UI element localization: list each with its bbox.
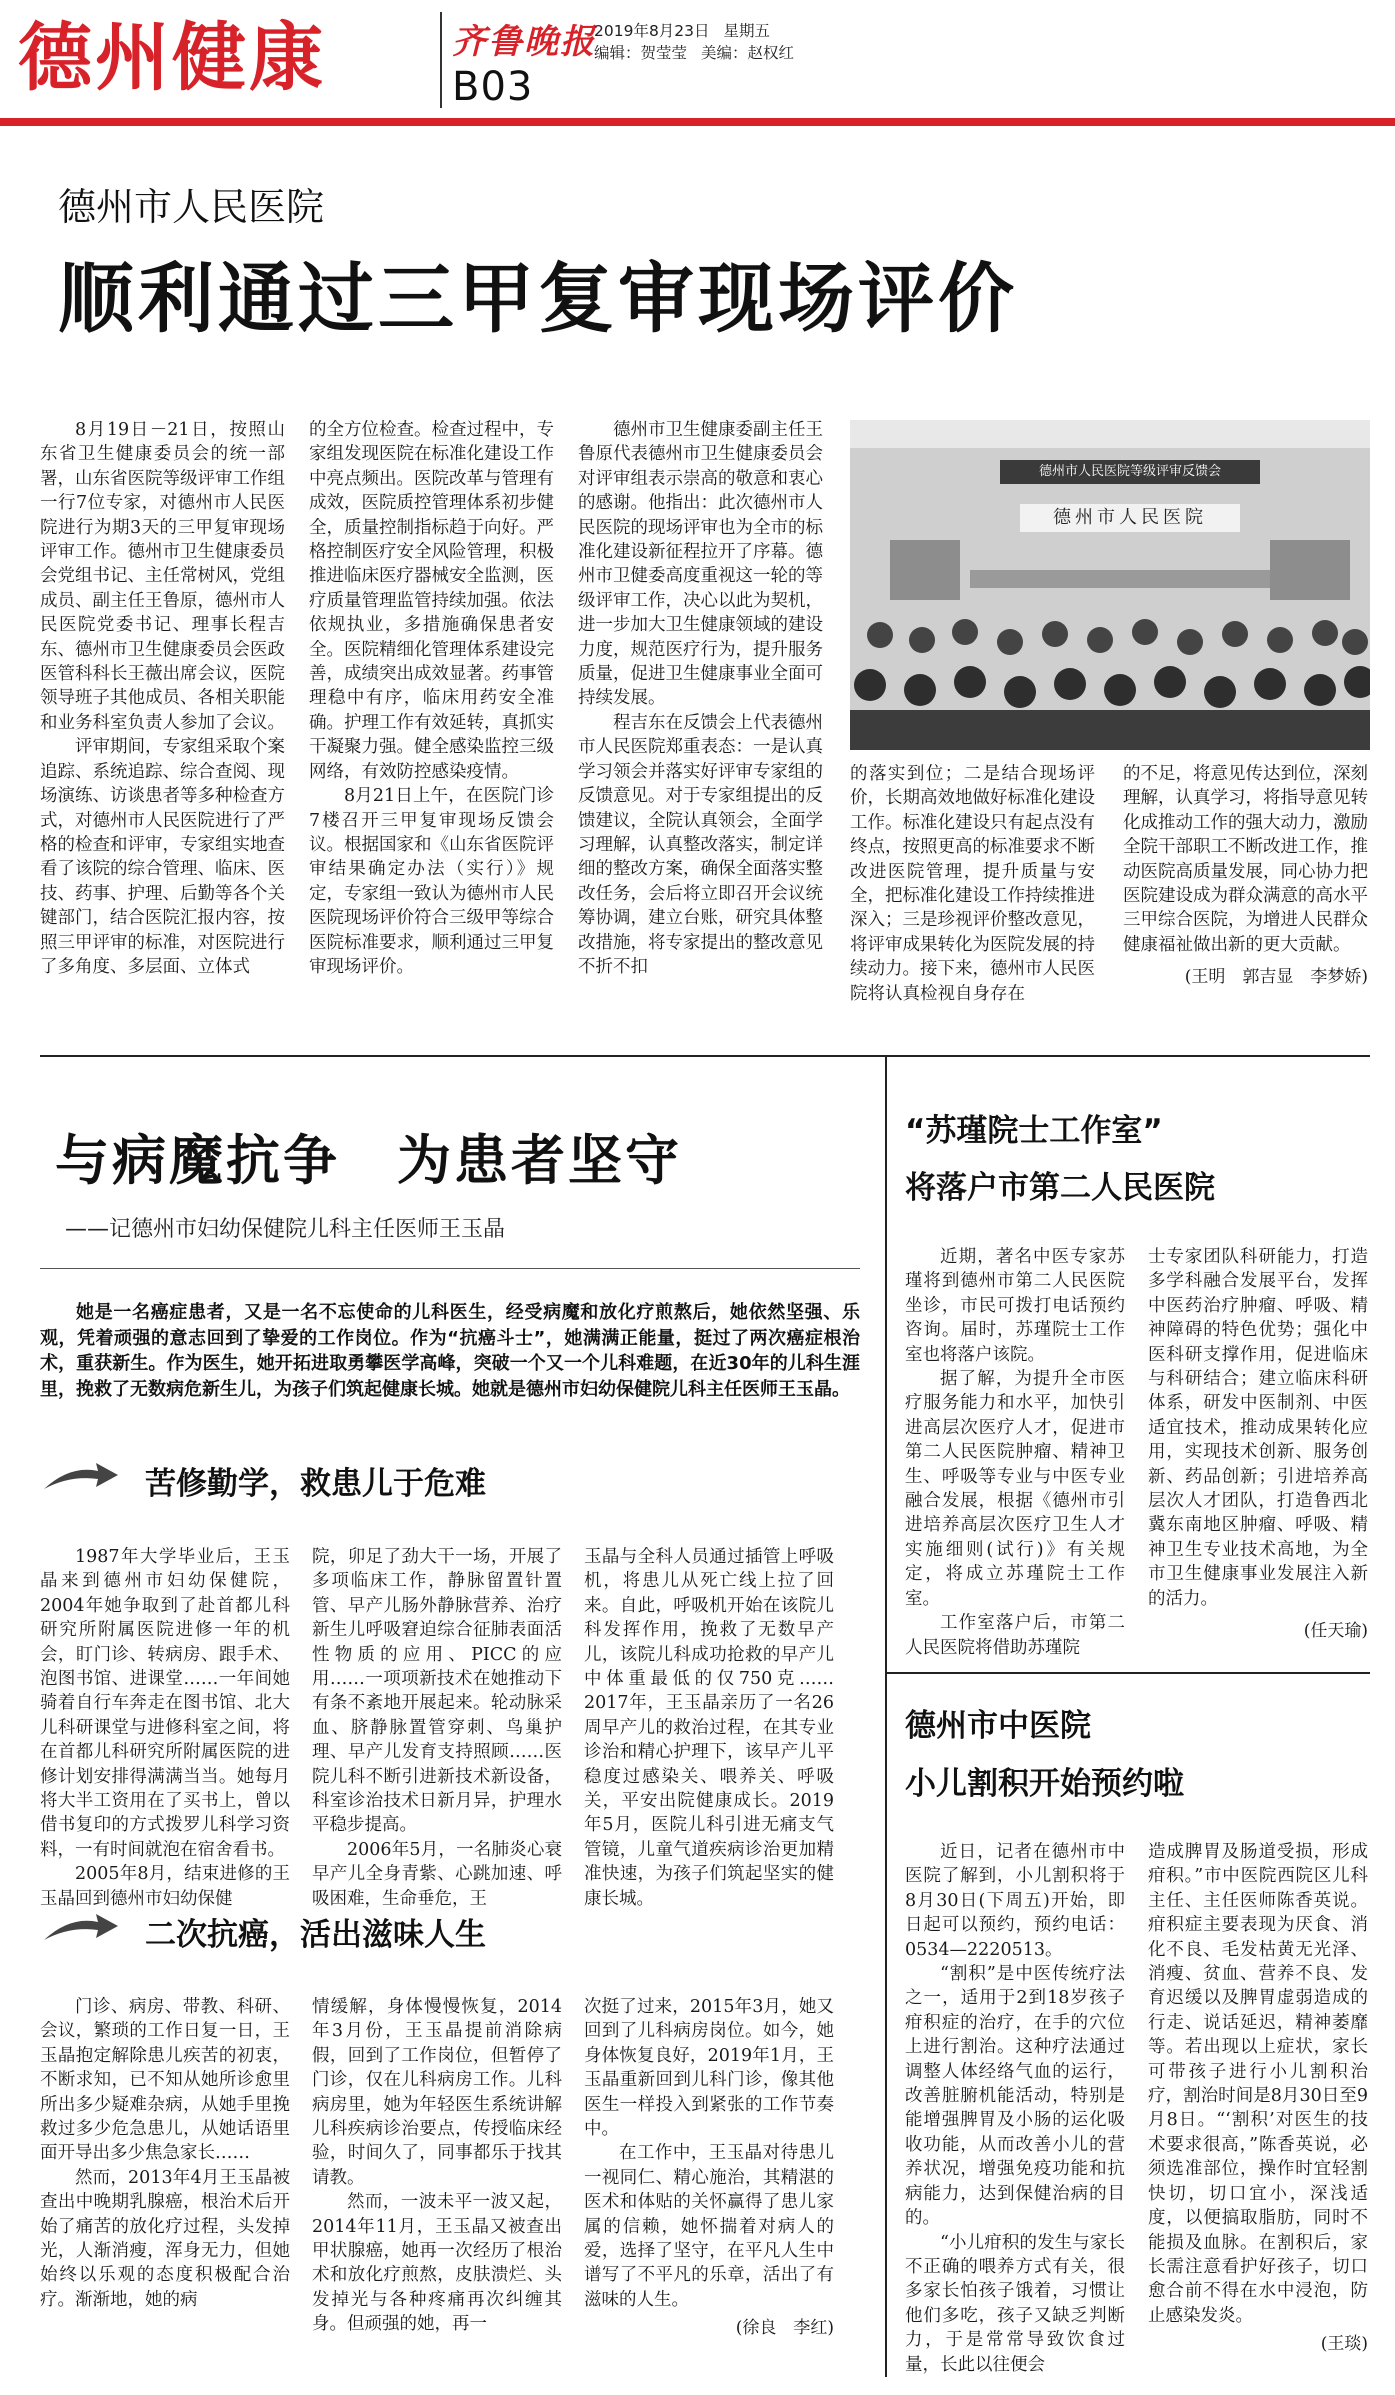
article3-title-line2: 将落户市第二人民医院 <box>905 1170 1215 1206</box>
article2-s1-column-2 <box>312 1545 562 1911</box>
paragraph: 8月21日上午，在医院门诊7楼召开三甲复审现场反馈会议。根据国家和《山东省医院评审结果确定办法（实行）》规定，专家组一致认为德州市人民医院现场评价符合三级甲等综合医院标准要求，顺利通过三甲复审现场评价。 <box>309 786 554 977</box>
paragraph: 8月19日－21日，按照山东省卫生健康委员会的统一部署，山东省医院等级评审工作组一行7位专家，对德州市人民医院进行为期3天的三甲复审现场评审工作。德州市卫生健康委员会党组书记、主任常树风，党组成员、副主任王鲁原，德州市人民医院党委书记、理事长程吉东、德州市卫生健康委员会医政医管科科长王薇出席会议，医院领导班子其他成员、各相关职能和业务科室负责人参加了会议。 <box>40 420 285 733</box>
paragraph: 然而，2013年4月王玉晶被查出中晚期乳腺癌，根治术后开始了痛苦的放化疗过程，头发掉光，人渐消瘦，浑身无力，但她始终以乐观的态度积极配合治疗。渐渐地，她的病 <box>40 2167 290 2310</box>
meeting-photo <box>850 420 1370 750</box>
article4-title-line1: 德州市中医院 <box>905 1708 1091 1744</box>
paragraph: “小儿疳积的发生与家长不正确的喂养方式有关，很多家长怕孩子饿着，习惯让他们多吃，孩子又缺乏判断力，于是常常导致饮食过量，长此以往便会 <box>905 2232 1125 2375</box>
article2-lead <box>40 1300 860 1402</box>
arrow-icon <box>40 1910 120 1950</box>
paragraph: 的不足，将意见传达到位，深刻理解，认真学习，将指导意见转化成推动工作的强大动力，激励全院干部职工不断改进工作，推动医院高质量发展，同心协力把医院建设成为群众满意的高水平三甲综合医院，为增进人民群众健康福祉做出新的更大贡献。 <box>1123 764 1368 955</box>
photo-wall-text: 德州市人民医院 <box>1053 507 1207 528</box>
paragraph: 评审期间，专家组采取个案追踪、系统追踪、综合查阅、现场演练、访谈患者等多种检查方式，对德州市人民医院进行了严格的检查和评审，专家组实地查看了该院的综合管理、临床、医技、药事、护理、后勤等各个关键部门，结合医院汇报内容，按照三甲评审的标准，对医院进行了多角度、多层面、立体式 <box>40 737 285 977</box>
article2-section1-title: 苦修勤学，救患儿于危难 <box>145 1466 486 1502</box>
editor-credit: 编辑：贺莹莹 <box>594 44 688 62</box>
paragraph: 德州市卫生健康委副主任王鲁原代表德州市卫生健康委员会对评审组表示崇高的敬意和衷心的感谢。他指出：此次德州市人民医院的现场评审也为全市的标准化建设新征程拉开了序幕。德州市卫健委高度重视这一轮的等级评审工作，决心以此为契机，进一步加大卫生健康领域的建设力度，规范医疗行为，提升服务质量，促进卫生健康事业全面可持续发展。 <box>578 420 823 709</box>
paragraph: 然而，一波未平一波又起，2014年11月，王玉晶又被查出甲状腺癌，她再一次经历了根治术和放化疗煎熬，皮肤溃烂、头发掉光与各种疼痛再次纠缠其身。但顽强的她，再一 <box>312 2192 562 2335</box>
article1-byline: (王明 郭吉显 李梦娇) <box>1184 967 1368 988</box>
paragraph: 2006年5月，一名肺炎心衰早产儿全身青紫、心跳加速、呼吸困难，生命垂危，王 <box>312 1839 562 1909</box>
paragraph: 2005年8月，结束进修的王玉晶回到德州市妇幼保健 <box>40 1864 290 1909</box>
paragraph: 近期，著名中医专家苏瑾将到德州市第二人民医院坐诊，市民可拨打电话预约咨询。届时，苏瑾院士工作室也将落户该院。 <box>905 1247 1125 1365</box>
designer-credit: 美编：赵权红 <box>701 44 795 62</box>
article1-column-5 <box>1123 762 1368 990</box>
paragraph: 的全方位检查。检查过程中，专家组发现医院在标准化建设工作中亮点频出。医院改革与管理有成效，医院质控管理体系初步健全，质量控制指标趋于向好。严格控制医疗安全风险管理，积极推进临床医疗器械安全监测，医疗质量管理监管持续加强。依法依规执业，多措施确保患者安全。医院精细化管理体系建设完善，成绩突出成效显著。药事管理稳中有序，临床用药安全准确。护理工作有效延转，真抓实干凝聚力强。健全感染监控三级网络，有效防控感染疫情。 <box>309 420 554 782</box>
paragraph: 门诊、病房、带教、科研、会议，繁琐的工作日复一日，王玉晶抱定解除患儿疾苦的初衷，不断求知，已不知从她所诊愈里所出多少疑难杂病，从她手里挽救过多少危急患儿，从她话语里面开导出多少焦急家长…… <box>40 1997 290 2164</box>
article4-title-line2: 小儿割积开始预约啦 <box>905 1766 1184 1802</box>
paragraph: 士专家团队科研能力，打造多学科融合发展平台，发挥中医药治疗肿瘤、呼吸、精神障碍的特色优势；强化中医科研支撑作用，促进临床与科研结合；建立临床科研体系，研发中医制剂、中医适宜技术，推动成果转化应用，实现技术创新、服务创新、药品创新；引进培养高层次人才团队，打造鲁西北冀东南地区肿瘤、呼吸、精神卫生专业技术高地，为全市卫生健康事业发展注入新的活力。 <box>1148 1247 1368 1609</box>
photo-banner-text: 德州市人民医院等级评审反馈会 <box>1038 464 1221 479</box>
article1-column-3 <box>578 418 823 979</box>
article3-column-1 <box>905 1245 1125 1660</box>
article3-title-line1: “苏瑾院士工作室” <box>905 1113 1163 1149</box>
lead-paragraph: 她是一名癌症患者，又是一名不忘使命的儿科医生，经受病魔和放化疗煎熬后，她依然坚强、乐观，凭着顽强的意志回到了挚爱的工作岗位。作为“抗癌斗士”，她满满正能量，挺过了两次癌症根治术，重获新生。作为医生，她开拓进取勇攀医学高峰，突破一个又一个儿科难题，在近30年的儿科生涯里，挽救了无数病危新生儿，为孩子们筑起健康长城。她就是德州市妇幼保健院儿科主任医师王玉晶。 <box>40 1302 860 1400</box>
issue-weekday: 星期五 <box>723 22 771 40</box>
paragraph: 玉晶与全科人员通过插管上呼吸机，将患儿从死亡线上拉了回来。自此，呼吸机开始在该院儿科发挥作用，挽救了无数早产儿，该院儿科成功抢救的早产儿中体重最低的仅750克……2017年，王玉晶亲历了一名26周早产儿的救治过程，在其专业诊治和精心护理下，该早产儿平稳度过感染关、喂养关、呼吸关，平安出院健康成长。2019年5月，医院儿科引进无痛支气管镜，儿童气道疾病诊治更加精准快速，为孩子们筑起坚实的健康长城。 <box>584 1547 834 1909</box>
article1-column-1 <box>40 418 285 979</box>
article1-column-2 <box>309 418 554 979</box>
article2-s1-column-3 <box>584 1545 834 1911</box>
paragraph: 造成脾胃及肠道受损，形成疳积。”市中医院西院区儿科主任、主任医师陈香英说。疳积症主要表现为厌食、消化不良、毛发枯黄无光泽、消瘦、贫血、营养不良、发育迟缓以及脾胃虚弱造成的行走、说话延迟，精神萎靡等。若出现以上症状，家长可带孩子进行小儿割积治疗，割治时间是8月30日至9月8日。“‘割积’对医生的技术要求很高，”陈香英说，必须选准部位，操作时宜轻割快切，切口宜小，深浅适度，以便搞取脂肪，同时不能损及血脉。在割积后，家长需注意看护好孩子，切口愈合前不得在水中浸泡，防止感染发炎。 <box>1148 1842 1368 2326</box>
paragraph: 1987年大学毕业后，王玉晶来到德州市妇幼保健院，2004年她争取到了赴首都儿科研究所附属医院进修一年的机会，盯门诊、转病房、跟手术、泡图书馆、进课堂……一年间她骑着自行车奔走在图书馆、北大儿科研课堂与进修科室之间，将在首都儿科研究所附属医院的进修计划安排得满满当当。她每月将大半工资用在了买书上，曾以借书复印的方式拨罗儿科学习资料，一有时间就泡在宿舍看书。 <box>40 1547 290 1860</box>
masthead-red-rule <box>0 118 1395 126</box>
article2-s1-column-1 <box>40 1545 290 1911</box>
arrow-icon <box>40 1459 120 1499</box>
article2-s2-column-1 <box>40 1995 290 2312</box>
article1-headline: 顺利通过三甲复审现场评价 <box>58 254 1018 343</box>
section-divider <box>887 1672 1370 1674</box>
paragraph: 在工作中，王玉晶对待患儿一视同仁、精心施治，其精湛的医术和体贴的关怀赢得了患儿家属的信赖，她怀揣着对病人的爱，选择了坚守，在平凡人生中谱写了不平凡的乐章，活出了有滋味的人生。 <box>584 2143 834 2310</box>
article2-subtitle: ——记德州市妇幼保健院儿科主任医师王玉晶 <box>65 1217 506 1242</box>
paragraph: “割积”是中医传统疗法之一，适用于2到18岁孩子疳积症的治疗，在手的穴位上进行割治。这种疗法通过调整人体经络气血的运行，改善脏腑机能活动，特别是能增强脾胃及小肠的运化吸收功能，从而改善小儿的营养状况，增强免疫功能和抗病能力，达到保健治病的目的。 <box>905 1964 1125 2229</box>
article4-byline: (王琰) <box>1320 2334 1368 2355</box>
article1-column-4 <box>850 762 1095 1006</box>
article2-byline: (徐良 李红) <box>735 2318 834 2339</box>
section-divider <box>40 1055 1370 1057</box>
article2-s2-column-2 <box>312 1995 562 2337</box>
article3-column-2 <box>1148 1245 1368 1644</box>
paragraph: 工作室落户后，市第二人民医院将借助苏瑾院 <box>905 1613 1125 1658</box>
masthead-divider <box>440 12 442 108</box>
paragraph: 近日，记者在德州市中医院了解到，小儿割积将于8月30日(下周五)开始，即日起可以预约，预约电话：0534—2220513。 <box>905 1842 1125 1960</box>
article2-headline: 与病魔抗争 为患者坚守 <box>55 1129 682 1192</box>
lead-top-rule <box>40 1268 860 1269</box>
paragraph: 次挺了过来，2015年3月，她又回到了儿科病房岗位。如今，她身体恢复良好，2019年1月，王玉晶重新回到儿科门诊，像其他医生一样投入到紧张的工作节奏中。 <box>584 1997 834 2140</box>
paragraph: 的落实到位；二是结合现场评价，长期高效地做好标准化建设工作。标准化建设只有起点没有终点，按照更高的标准要求不断改进医院管理，提升质量与安全，把标准化建设工作持续推进深入；三是珍视评价整改意见，将评审成果转化为医院发展的持续动力。接下来，德州市人民医院将认真检视自身存在 <box>850 764 1095 1004</box>
masthead-info <box>594 20 808 64</box>
issue-date: 2019年8月23日 <box>594 22 710 40</box>
section-title: 德州健康 <box>18 15 326 101</box>
article2-section2-title: 二次抗癌，活出滋味人生 <box>145 1917 486 1953</box>
article2-s2-column-3 <box>584 1995 834 2341</box>
paragraph: 情缓解，身体慢慢恢复，2014年3月份，王玉晶提前消除病假，回到了工作岗位，但暂停了门诊，仅在儿科病房工作。儿科病房里，她为年轻医生系统讲解儿科疾病诊治要点，传授临床经验，时间久了，同事都乐于找其请教。 <box>312 1997 562 2188</box>
paper-logo: 齐鲁晚报 <box>452 22 596 62</box>
article1-kicker: 德州市人民医院 <box>58 185 325 229</box>
article4-column-1 <box>905 1840 1125 2377</box>
article3-byline: (任天瑜) <box>1303 1621 1368 1642</box>
paragraph: 院，卯足了劲大干一场，开展了多项临床工作，静脉留置针置管、早产儿肠外静脉营养、治疗新生儿呼吸窘迫综合征肺表面活性物质的应用、PICC的应用……一项项新技术在她推动下有条不紊地开展起来。轮动脉采血、脐静脉置管穿刺、鸟巢护理、早产儿发育支持照顾……医院儿科不断引进新技术新设备，科室诊治技术日新月异，护理水平稳步提高。 <box>312 1547 562 1836</box>
paragraph: 程吉东在反馈会上代表德州市人民医院郑重表态：一是认真学习领会并落实好评审专家组的反馈意见。对于专家组提出的反馈建议，全院认真领会，全面学习理解，认真整改落实，制定详细的整改方案，确保全面落实整改任务，会后将立即召开会议统筹协调，建立台账，研究具体整改措施，将专家提出的整改意见不折不扣 <box>578 712 823 977</box>
column-divider <box>885 1057 887 2377</box>
page-number: B03 <box>452 64 534 110</box>
article4-column-2 <box>1148 1840 1368 2357</box>
paragraph: 据了解，为提升全市医疗服务能力和水平，加快引进高层次医疗人才，促进市第二人民医院肿瘤、精神卫生、呼吸等专业与中医专业融合发展，根据《德州市引进培养高层次医疗卫生人才实施细则(试行)》有关规定，将成立苏瑾院士工作室。 <box>905 1369 1125 1609</box>
